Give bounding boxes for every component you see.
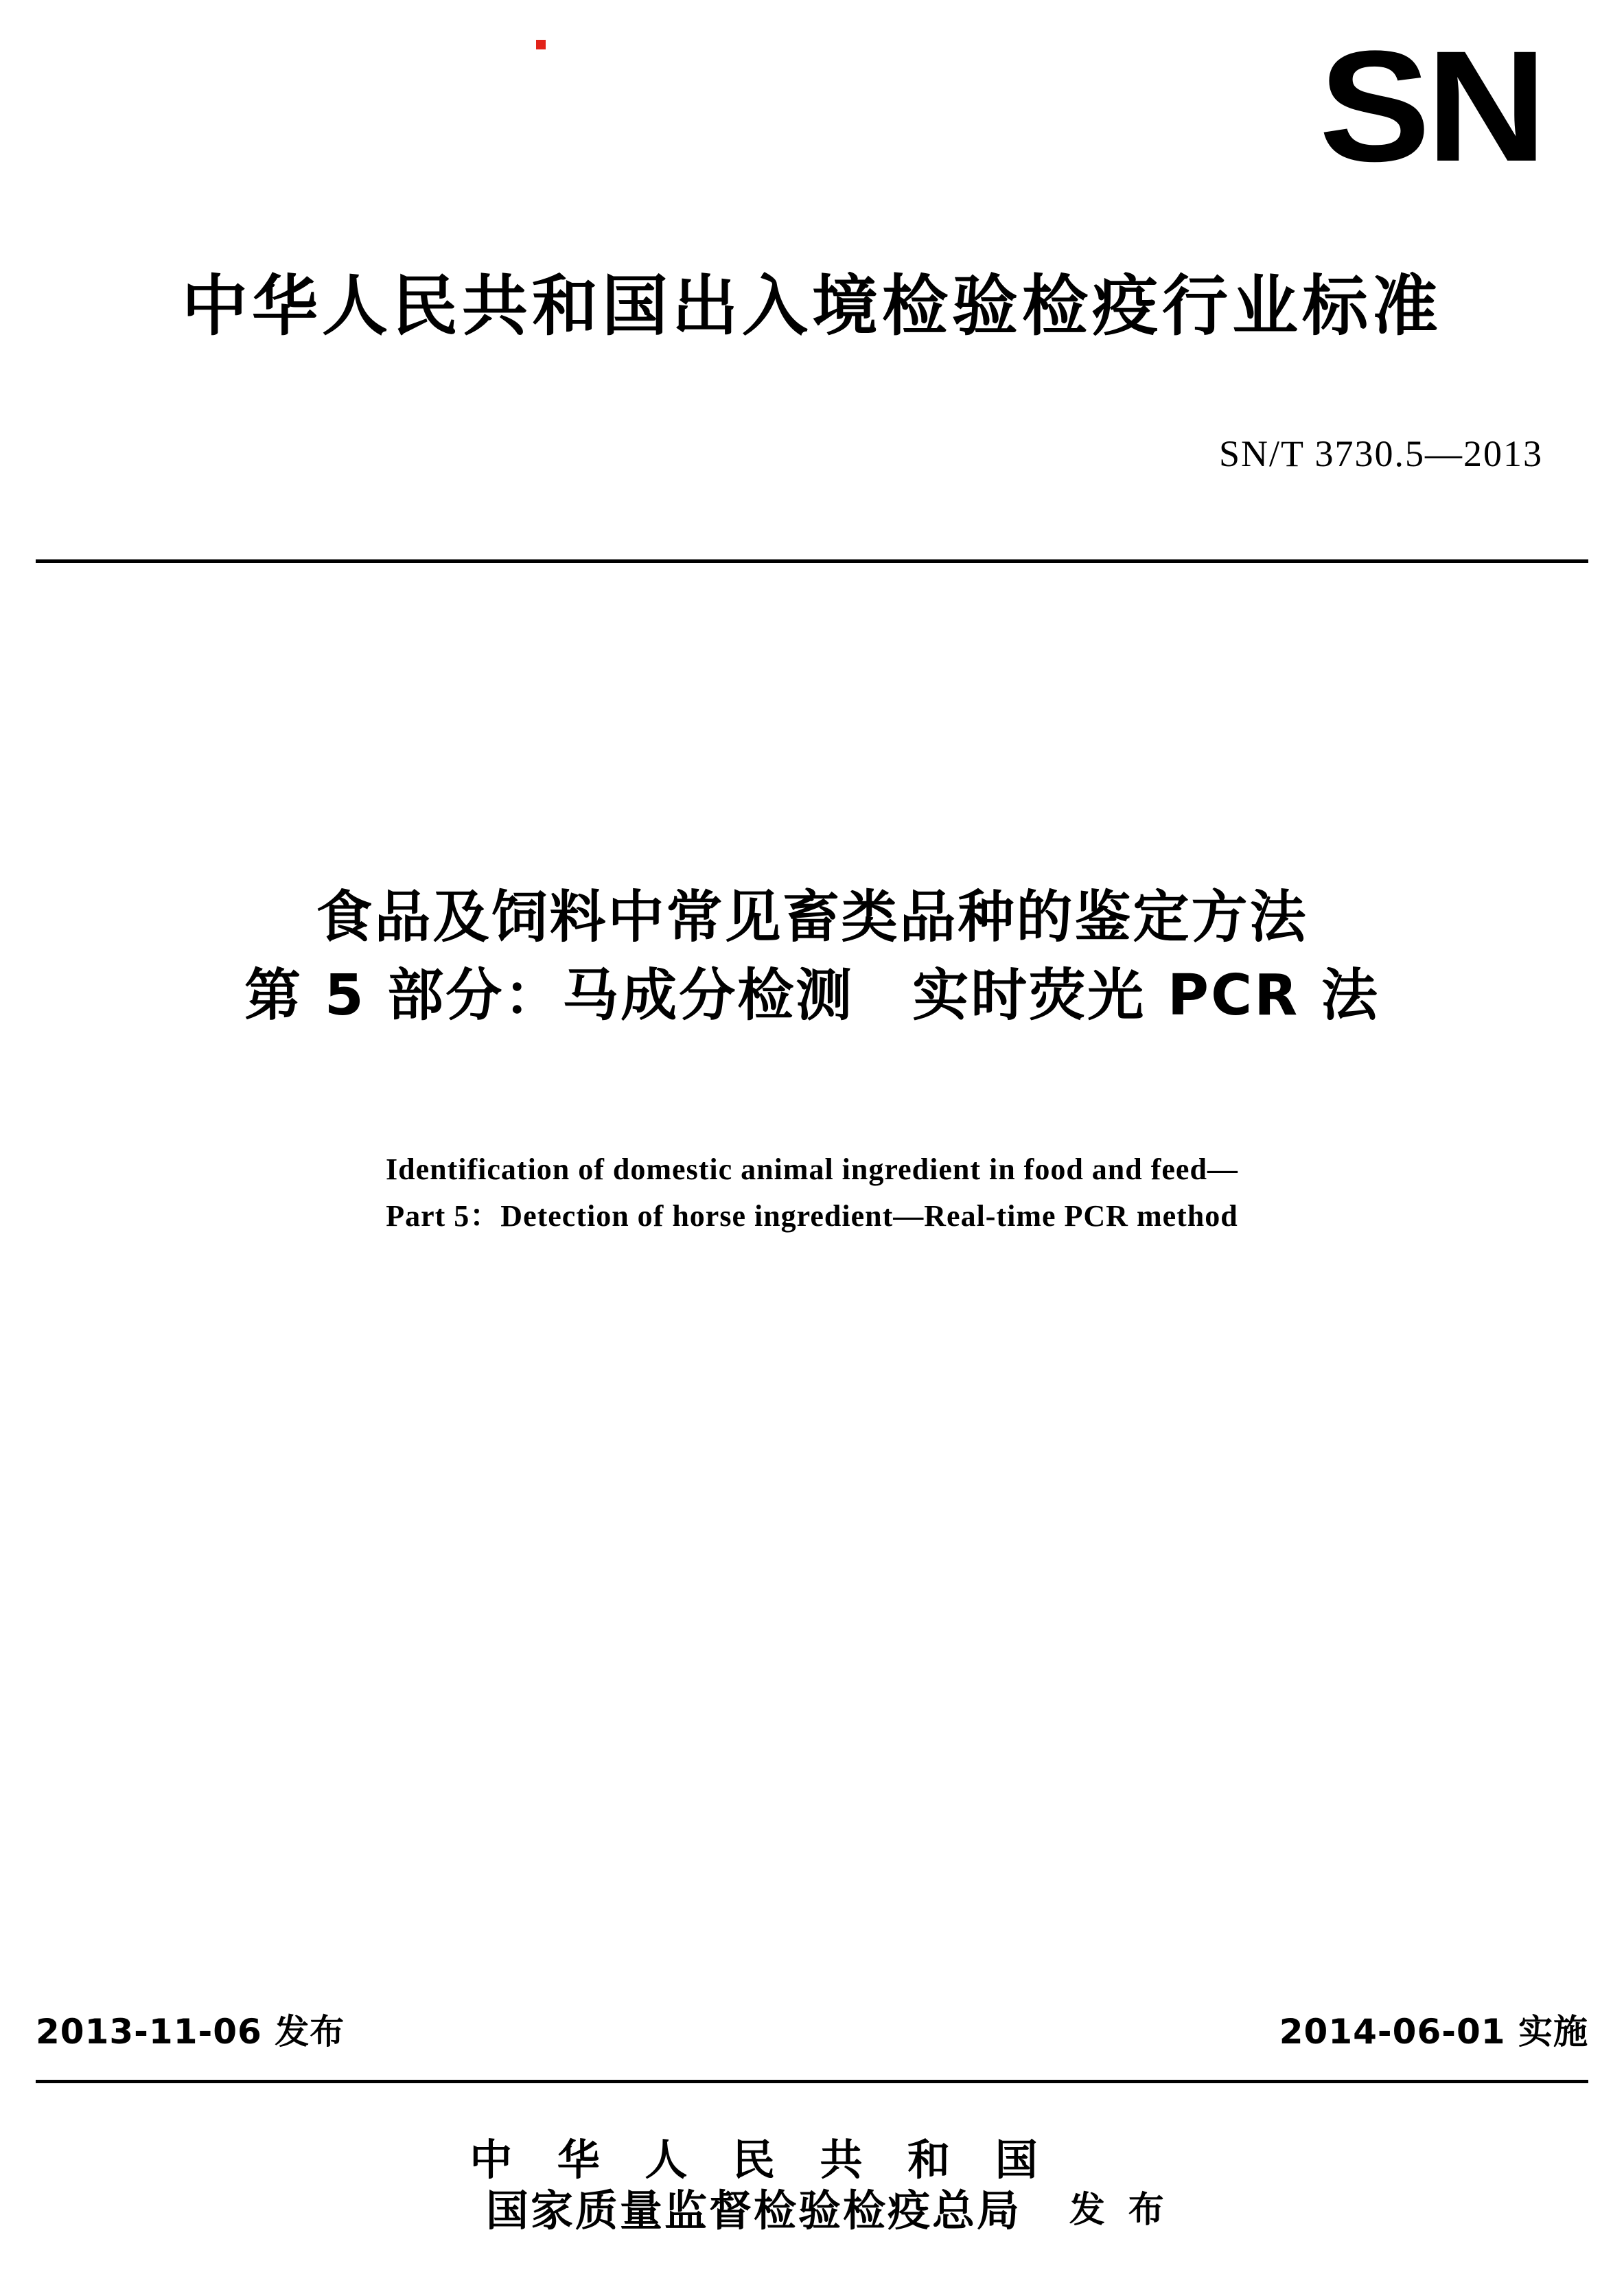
implement-date: 2014-06-01 实施 <box>1279 2012 1588 2052</box>
issuer-line-2: 国家质量监督检验检疫总局 <box>485 2185 1021 2236</box>
divider-top <box>36 559 1588 563</box>
issuer-block <box>0 2135 1624 2236</box>
red-dot-mark <box>536 40 546 49</box>
title-english-line-2: Part 5：Detection of horse ingredient—Real-time PCR method <box>386 1199 1238 1233</box>
title-english-line-1: Identification of domestic animal ingredient in food and feed— <box>386 1152 1238 1186</box>
divider-bottom <box>36 2080 1588 2083</box>
title-block-chinese <box>0 882 1624 1032</box>
sn-logo: SN <box>1319 18 1543 194</box>
standard-number: SN/T 3730.5—2013 <box>1218 433 1543 474</box>
title-chinese-line-2: 第 5 部分：马成分检测 实时荧光 PCR 法 <box>244 963 1380 1028</box>
page-title: 中华人民共和国出入境检验检疫行业标准 <box>182 268 1442 345</box>
title-chinese-line-1: 食品及饲料中常见畜类品种的鉴定方法 <box>316 885 1308 950</box>
title-block-english <box>0 1146 1624 1240</box>
issuer-release-label: 发 布 <box>1069 2190 1170 2231</box>
publish-date: 2013-11-06 发布 <box>36 2012 345 2052</box>
issuer-line-1: 中 华 人 民 共 和 国 <box>469 2135 1053 2185</box>
